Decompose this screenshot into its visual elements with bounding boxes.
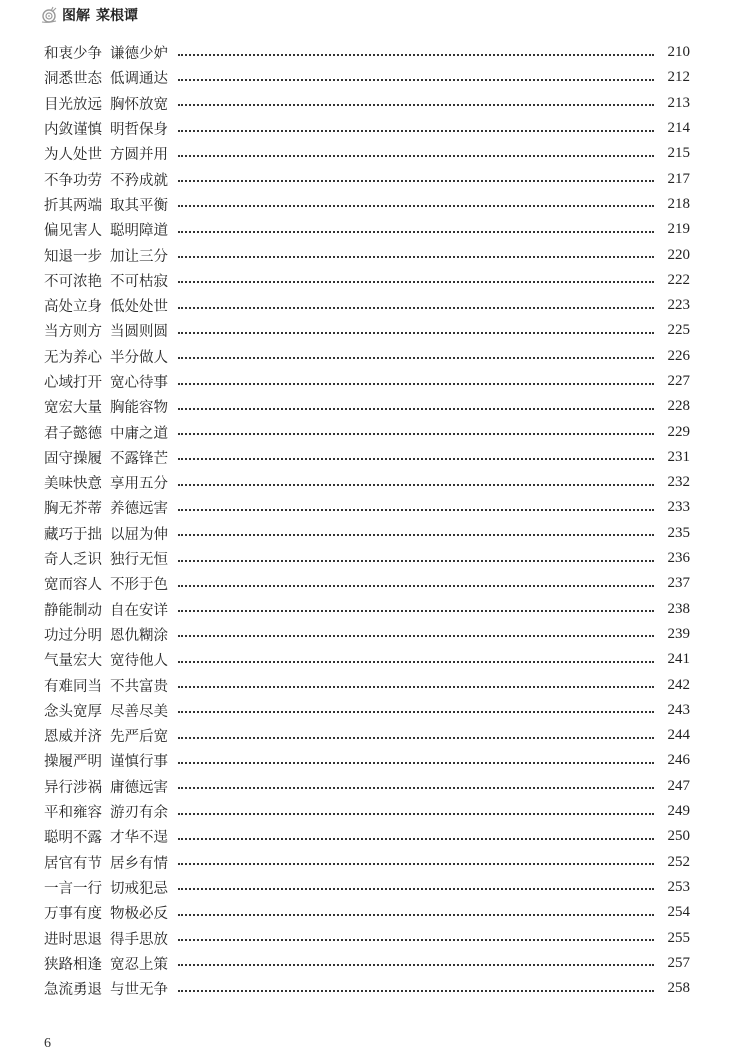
toc-entry-title — [44, 320, 168, 341]
toc-entry-title-part2: 胸怀放宽 — [110, 96, 168, 113]
dot-leader — [178, 560, 654, 562]
toc-entry-page: 249 — [667, 803, 690, 820]
toc-entry-title-part2: 明哲保身 — [110, 122, 168, 139]
toc-entry-page: 210 — [667, 44, 690, 61]
toc-entry-title-part2: 中庸之道 — [110, 425, 168, 442]
dot-leader — [178, 964, 654, 966]
toc-entry-title-part1: 居官有节 — [44, 855, 102, 872]
toc-entry[interactable] — [44, 824, 690, 849]
dot-leader — [178, 585, 654, 587]
toc-entry-title-part2: 聪明障道 — [110, 223, 168, 240]
dot-leader — [178, 307, 654, 309]
dot-leader — [178, 357, 654, 359]
table-of-contents — [44, 40, 690, 1001]
toc-entry[interactable] — [44, 799, 690, 824]
toc-entry[interactable] — [44, 976, 690, 1001]
toc-entry-title-part1: 平和雍容 — [44, 805, 102, 822]
dot-leader — [178, 787, 654, 789]
toc-entry[interactable] — [44, 445, 690, 470]
dot-leader — [178, 610, 654, 612]
toc-entry-title-part2: 低处处世 — [110, 299, 168, 316]
toc-entry-page: 236 — [667, 550, 690, 567]
toc-entry-title — [44, 548, 168, 569]
toc-entry-page: 223 — [667, 297, 690, 314]
toc-entry-title-part1: 操履严明 — [44, 754, 102, 771]
toc-entry-title-part1: 不争功劳 — [44, 172, 102, 189]
toc-entry-title-part1: 有难同当 — [44, 678, 102, 695]
book-header-title — [62, 5, 138, 25]
toc-entry[interactable] — [44, 394, 690, 419]
toc-entry[interactable] — [44, 546, 690, 571]
toc-entry-title — [44, 877, 168, 898]
dot-leader — [178, 433, 654, 435]
toc-entry-title — [44, 118, 168, 139]
toc-entry-title-part2: 宽心待事 — [110, 375, 168, 391]
toc-entry-page: 222 — [667, 271, 690, 288]
toc-entry-page: 215 — [667, 145, 690, 162]
toc-entry-title — [44, 422, 168, 443]
toc-entry[interactable] — [44, 900, 690, 925]
dot-leader — [178, 509, 654, 511]
toc-entry-title-part1: 静能制动 — [44, 602, 102, 619]
toc-entry-page: 238 — [667, 600, 690, 617]
dot-leader — [178, 180, 654, 182]
toc-entry-title — [44, 750, 168, 771]
toc-entry-title — [44, 725, 168, 746]
toc-entry-title — [44, 396, 168, 417]
snail-logo-icon — [40, 6, 58, 24]
toc-entry-title — [44, 245, 168, 266]
toc-entry-title — [44, 776, 168, 797]
toc-entry-page: 257 — [667, 954, 690, 971]
toc-entry[interactable] — [44, 597, 690, 622]
toc-entry-page: 241 — [667, 651, 690, 668]
dot-leader — [178, 231, 654, 233]
toc-entry[interactable] — [44, 774, 690, 799]
toc-entry-page: 212 — [667, 69, 690, 86]
toc-entry-title — [44, 219, 168, 240]
dot-leader — [178, 711, 654, 713]
toc-entry-page: 237 — [667, 575, 690, 592]
toc-entry-title-part1: 折其两端 — [44, 197, 102, 214]
toc-entry-title-part1: 奇人乏识 — [44, 552, 102, 569]
toc-entry-title — [44, 649, 168, 670]
toc-entry-title-part2: 尽善尽美 — [110, 703, 168, 720]
toc-entry-title — [44, 928, 168, 949]
toc-entry-title-part2: 不共富贵 — [110, 678, 168, 695]
toc-entry-title-part2: 独行无恒 — [110, 552, 168, 569]
toc-entry-title-part1: 心域打开 — [44, 375, 102, 391]
dot-leader — [178, 737, 654, 739]
toc-entry-title-part2: 享用五分 — [110, 476, 168, 493]
toc-entry[interactable] — [44, 571, 690, 596]
toc-entry-title-part1: 念头宽厚 — [44, 703, 102, 720]
toc-entry-title — [44, 700, 168, 721]
toc-entry[interactable] — [44, 91, 690, 116]
toc-entry[interactable] — [44, 65, 690, 90]
toc-entry-title — [44, 675, 168, 696]
toc-entry-title — [44, 42, 168, 63]
toc-entry-title-part2: 不矜成就 — [110, 172, 168, 189]
toc-entry-title-part1: 知退一步 — [44, 248, 102, 265]
toc-entry-title — [44, 852, 168, 873]
dot-leader — [178, 281, 654, 283]
book-title: 菜根谭 — [96, 8, 138, 24]
dot-leader — [178, 939, 654, 941]
toc-entry-title-part1: 宽宏大量 — [44, 400, 102, 417]
toc-entry-title — [44, 599, 168, 620]
toc-entry-title-part2: 胸能容物 — [110, 400, 168, 417]
toc-entry-title-part2: 不露锋芒 — [110, 450, 168, 467]
toc-entry-page: 254 — [667, 904, 690, 921]
dot-leader — [178, 205, 654, 207]
toc-entry-title-part1: 当方则方 — [44, 324, 102, 341]
toc-entry[interactable] — [44, 521, 690, 546]
dot-leader — [178, 534, 654, 536]
toc-entry[interactable] — [44, 141, 690, 166]
toc-entry-title — [44, 953, 168, 974]
toc-entry-title-part2: 宽忍上策 — [110, 956, 168, 973]
toc-entry[interactable] — [44, 242, 690, 267]
dot-leader — [178, 332, 654, 334]
toc-entry-page: 243 — [667, 701, 690, 718]
toc-entry[interactable] — [44, 495, 690, 520]
toc-entry-title — [44, 143, 168, 164]
dot-leader — [178, 408, 654, 410]
dot-leader — [178, 661, 654, 663]
toc-entry-title-part2: 得手思放 — [110, 931, 168, 948]
toc-entry-title-part1: 急流勇退 — [44, 982, 102, 999]
dot-leader — [178, 104, 654, 106]
series-name: 图解 — [62, 8, 90, 24]
toc-entry-title — [44, 169, 168, 190]
toc-entry-title-part2: 宽待他人 — [110, 653, 168, 670]
dot-leader — [178, 863, 654, 865]
dot-leader — [178, 838, 654, 840]
toc-entry-title-part1: 聪明不露 — [44, 830, 102, 847]
dot-leader — [178, 256, 654, 258]
toc-entry-page: 239 — [667, 625, 690, 642]
toc-entry-title-part2: 才华不逞 — [110, 830, 168, 847]
toc-entry[interactable] — [44, 344, 690, 369]
toc-entry-title-part2: 当圆则圆 — [110, 324, 168, 341]
toc-entry[interactable] — [44, 875, 690, 900]
running-header — [40, 4, 138, 26]
toc-entry-title-part1: 气量宏大 — [44, 653, 102, 670]
toc-entry-title-part1: 进时思退 — [44, 931, 102, 948]
toc-entry-title-part1: 目光放远 — [44, 96, 102, 113]
toc-entry-title-part2: 游刃有余 — [110, 805, 168, 822]
toc-entry[interactable] — [44, 470, 690, 495]
toc-entry-title-part2: 恩仇糊涂 — [110, 627, 168, 644]
toc-entry-title-part1: 美味快意 — [44, 476, 102, 493]
toc-entry-title-part2: 不可枯寂 — [110, 273, 168, 290]
dot-leader — [178, 686, 654, 688]
toc-entry-title-part2: 取其平衡 — [110, 197, 168, 214]
toc-entry[interactable] — [44, 698, 690, 723]
toc-entry-title-part1: 内敛谨慎 — [44, 122, 102, 139]
toc-entry-title-part1: 君子懿德 — [44, 425, 102, 442]
toc-entry[interactable] — [44, 293, 690, 318]
toc-entry-title-part2: 低调通达 — [110, 71, 168, 88]
toc-entry-page: 217 — [667, 170, 690, 187]
toc-entry-page: 244 — [667, 727, 690, 744]
toc-entry[interactable] — [44, 217, 690, 242]
toc-entry-title-part1: 万事有度 — [44, 906, 102, 923]
toc-entry[interactable] — [44, 268, 690, 293]
toc-entry-title — [44, 978, 168, 999]
toc-entry-page: 226 — [667, 347, 690, 364]
dot-leader — [178, 914, 654, 916]
toc-entry-title-part1: 洞悉世态 — [44, 71, 102, 88]
toc-entry-title — [44, 624, 168, 645]
dot-leader — [178, 635, 654, 637]
toc-entry-page: 252 — [667, 853, 690, 870]
toc-entry-page: 235 — [667, 524, 690, 541]
toc-entry[interactable] — [44, 951, 690, 976]
toc-entry-title — [44, 295, 168, 316]
toc-entry-title — [44, 826, 168, 847]
toc-entry-title — [44, 573, 168, 594]
toc-entry-title — [44, 194, 168, 215]
dot-leader — [178, 155, 654, 157]
toc-entry-title-part1: 藏巧于拙 — [44, 526, 102, 543]
toc-entry-page: 247 — [667, 777, 690, 794]
toc-entry-title-part1: 高处立身 — [44, 299, 102, 316]
toc-entry-title-part1: 异行涉祸 — [44, 779, 102, 796]
toc-entry-title-part2: 先严后宽 — [110, 729, 168, 746]
toc-entry-title-part2: 谨慎行事 — [110, 754, 168, 771]
toc-entry[interactable] — [44, 672, 690, 697]
dot-leader — [178, 130, 654, 132]
toc-entry[interactable] — [44, 925, 690, 950]
toc-entry-page: 250 — [667, 828, 690, 845]
toc-entry-title-part1: 恩威并济 — [44, 729, 102, 746]
toc-entry-page: 253 — [667, 878, 690, 895]
dot-leader — [178, 813, 654, 815]
toc-entry-page: 225 — [667, 322, 690, 339]
page-number: 6 — [44, 1036, 51, 1051]
toc-entry-page: 220 — [667, 246, 690, 263]
toc-entry-title-part1: 胸无芥蒂 — [44, 501, 102, 518]
toc-entry[interactable] — [44, 318, 690, 343]
toc-entry-title-part2: 加让三分 — [110, 248, 168, 265]
toc-entry-title — [44, 801, 168, 822]
toc-entry-title-part1: 一言一行 — [44, 880, 102, 897]
toc-entry-title-part2: 养德远害 — [110, 501, 168, 518]
toc-entry-title — [44, 472, 168, 493]
toc-entry-title-part2: 庸德远害 — [110, 779, 168, 796]
toc-entry-title — [44, 270, 168, 291]
toc-entry[interactable] — [44, 647, 690, 672]
toc-entry-title-part1: 偏见害人 — [44, 223, 102, 240]
toc-entry[interactable] — [44, 116, 690, 141]
toc-entry[interactable] — [44, 850, 690, 875]
toc-entry-page: 258 — [667, 980, 690, 997]
toc-entry[interactable] — [44, 192, 690, 217]
toc-entry-page: 232 — [667, 474, 690, 491]
toc-entry-page: 219 — [667, 221, 690, 238]
toc-entry-title-part1: 固守操履 — [44, 450, 102, 467]
toc-entry-page: 227 — [667, 373, 690, 389]
toc-entry-title — [44, 497, 168, 518]
toc-entry-title-part1: 不可浓艳 — [44, 273, 102, 290]
toc-entry-title — [44, 447, 168, 468]
toc-entry-title-part2: 半分做人 — [110, 349, 168, 366]
toc-entry-page: 213 — [667, 94, 690, 111]
toc-entry-page: 229 — [667, 423, 690, 440]
dot-leader — [178, 458, 654, 460]
toc-entry-title-part2: 方圆并用 — [110, 147, 168, 164]
toc-entry-title — [44, 93, 168, 114]
dot-leader — [178, 383, 654, 385]
toc-entry-title-part2: 切戒犯忌 — [110, 880, 168, 897]
toc-entry-title-part1: 和衷少争 — [44, 46, 102, 63]
toc-entry-page: 242 — [667, 676, 690, 693]
toc-entry-title-part1: 宽而容人 — [44, 577, 102, 594]
toc-entry-title — [44, 371, 168, 392]
toc-entry[interactable] — [44, 622, 690, 647]
toc-entry-title-part1: 无为养心 — [44, 349, 102, 366]
dot-leader — [178, 888, 654, 890]
toc-entry-page: 231 — [667, 448, 690, 465]
toc-entry-title-part2: 居乡有情 — [110, 855, 168, 872]
toc-entry[interactable] — [44, 723, 690, 748]
toc-entry-title-part2: 自在安详 — [110, 602, 168, 619]
dot-leader — [178, 54, 654, 56]
toc-entry-page: 233 — [667, 499, 690, 516]
toc-entry-title-part2: 不形于色 — [110, 577, 168, 594]
dot-leader — [178, 762, 654, 764]
toc-entry-title-part2: 与世无争 — [110, 982, 168, 999]
toc-entry-title-part2: 谦德少妒 — [110, 46, 168, 63]
toc-entry-page: 255 — [667, 929, 690, 946]
toc-entry-title — [44, 67, 168, 88]
toc-entry-title — [44, 346, 168, 367]
toc-entry[interactable] — [44, 166, 690, 191]
toc-entry-page: 218 — [667, 195, 690, 212]
toc-entry[interactable] — [44, 748, 690, 773]
toc-entry-title-part1: 为人处世 — [44, 147, 102, 164]
toc-entry-title — [44, 902, 168, 923]
toc-entry-title — [44, 523, 168, 544]
toc-entry-page: 246 — [667, 752, 690, 769]
toc-entry-title-part1: 狭路相逢 — [44, 956, 102, 973]
toc-entry-title-part2: 物极必反 — [110, 906, 168, 923]
toc-entry[interactable] — [44, 40, 690, 65]
toc-entry-title-part1: 功过分明 — [44, 627, 102, 644]
toc-entry[interactable] — [44, 419, 690, 444]
toc-entry-page: 228 — [667, 398, 690, 415]
dot-leader — [178, 484, 654, 486]
toc-entry[interactable] — [44, 369, 690, 394]
dot-leader — [178, 79, 654, 81]
toc-entry-title-part2: 以屈为伸 — [110, 526, 168, 543]
dot-leader — [178, 990, 654, 992]
toc-entry-page: 214 — [667, 120, 690, 137]
